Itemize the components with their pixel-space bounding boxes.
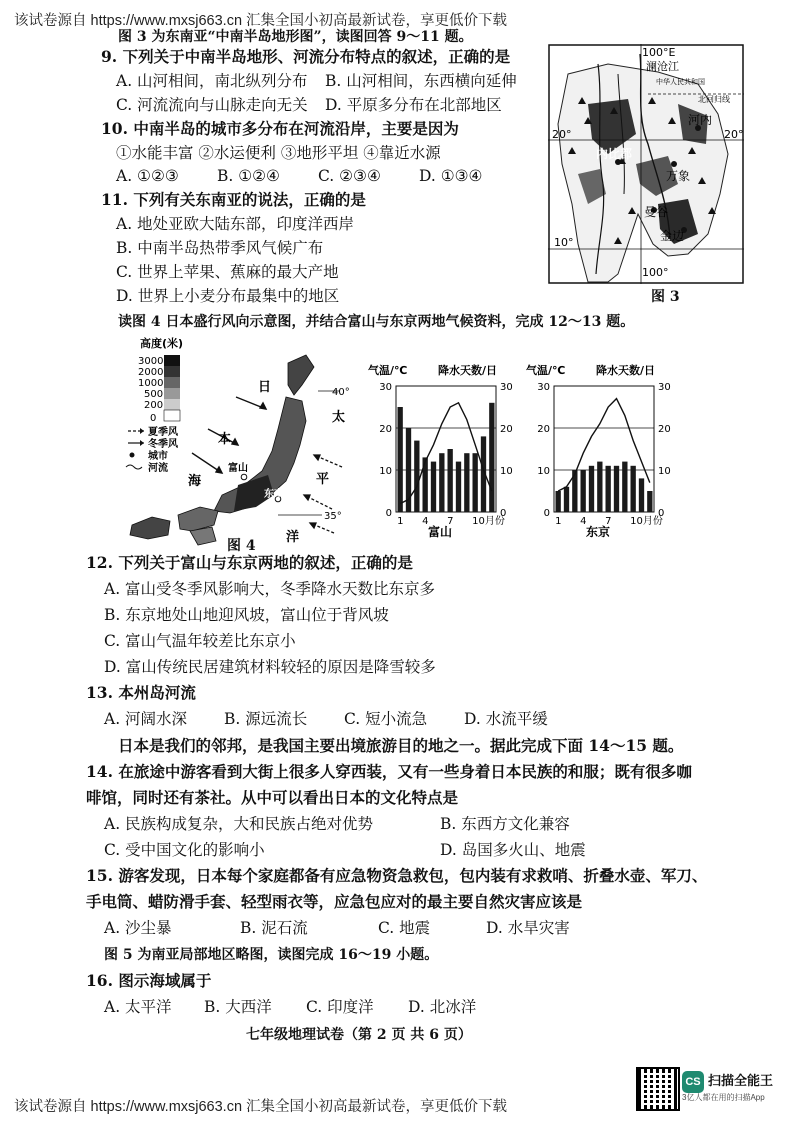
sea-of-japan-1: 日 <box>258 380 272 395</box>
tokyo-temperature-line <box>558 399 650 491</box>
toyama-xtick-0: 1 <box>397 516 404 527</box>
tokyo-rain-bar-10 <box>631 466 636 512</box>
q14-option-d: D. 岛国多火山、地震 <box>440 841 586 859</box>
pacific-3: 洋 <box>286 530 300 545</box>
fig3-label-lancang: 澜沧江 <box>646 60 679 73</box>
fig3-label-tropic: 北回归线 <box>698 95 730 104</box>
q11-option-d: D. 世界上小麦分布最集中的地区 <box>116 287 340 305</box>
q10-option-d: D. ①③④ <box>419 167 483 185</box>
q10-option-b: B. ①②④ <box>217 167 280 185</box>
pacific-1: 太 <box>332 410 346 425</box>
toyama-ytick-right-1: 10 <box>500 466 513 477</box>
legend-level-4: 200 <box>144 400 164 411</box>
toyama-ytick-left-3: 30 <box>379 382 392 393</box>
toyama-rain-bar-1 <box>398 407 403 512</box>
legend-river: 河流 <box>148 463 168 474</box>
toyama-rain-bar-8 <box>456 462 461 512</box>
fig3-label-100e: 100°E <box>642 46 676 59</box>
toyama-ytick-right-3: 30 <box>500 382 513 393</box>
q9-option-c: C. 河流流向与山脉走向无关 <box>116 96 308 114</box>
q13-stem: 13. 本州岛河流 <box>86 683 196 702</box>
pacific-2: 平 <box>316 472 330 487</box>
q13-option-b: B. 源远流长 <box>224 710 308 728</box>
q15-stem-line1: 15. 游客发现，日本每个家庭都备有应急物资急救包，包内装有求救哨、折叠水壶、军刀、 <box>86 866 708 885</box>
q9-option-d: D. 平原多分布在北部地区 <box>325 96 502 114</box>
q14-stem-line1: 14. 在旅途中游客看到大街上很多人穿西装，又有一些身着日本民族的和服；既有很多咖 <box>86 762 692 781</box>
toyama-ytick-left-2: 20 <box>379 424 392 435</box>
tokyo-rain-bar-2 <box>564 487 569 512</box>
sea-of-japan-3: 海 <box>188 474 202 489</box>
toyama-rain-bar-10 <box>473 453 478 512</box>
fig4-intro: 读图 4 日本盛行风向示意图，并结合富山与东京两地气候资料，完成 12～13 题。 <box>118 314 635 330</box>
q14-option-b: B. 东西方文化兼容 <box>440 815 570 833</box>
fig4-label-toyama: 富山 <box>228 463 248 474</box>
fig3-label-bangkok: 曼谷 <box>644 205 669 219</box>
legend-level-5: 0 <box>150 413 157 424</box>
tokyo-ytick-left-3: 30 <box>537 382 550 393</box>
tokyo-rain-bar-9 <box>622 462 627 512</box>
toyama-rain-bar-7 <box>448 449 453 512</box>
tokyo-rain-bar-8 <box>614 466 619 512</box>
legend-city: 城市 <box>148 451 168 462</box>
toyama-rain-bar-9 <box>464 453 469 512</box>
toyama-ytick-right-0: 0 <box>500 508 507 519</box>
camscanner-logo-icon: CS <box>682 1071 704 1093</box>
q10-option-a: A. ①②③ <box>116 167 179 185</box>
toyama-title: 富山 <box>428 525 453 538</box>
tokyo-rain-bar-5 <box>589 466 594 512</box>
legend-level-0: 3000 <box>138 356 164 367</box>
city-toyama-marker <box>241 474 247 480</box>
legend-winter-monsoon: 冬季风 <box>148 439 178 450</box>
scanner-name: 扫描全能王 <box>708 1073 774 1088</box>
fig4-label-tokyo: 东京 <box>264 489 284 500</box>
q16-option-a: A. 太平洋 <box>104 998 172 1016</box>
fig4-lat40: 40° <box>332 387 350 398</box>
q14-stem-line2: 啡馆，同时还有茶社。从中可以看出日本的文化特点是 <box>86 788 459 807</box>
q15-option-b: B. 泥石流 <box>240 919 308 937</box>
q11-option-c: C. 世界上苹果、蕉麻的最大产地 <box>116 263 339 281</box>
toyama-ytick-left-0: 0 <box>385 508 392 519</box>
q9-option-b: B. 山河相间，东西横向延伸 <box>325 72 517 90</box>
climate-chart-toyama <box>366 358 526 538</box>
scanner-tagline: 3亿人都在用的扫描App <box>682 1093 765 1102</box>
q13-option-a: A. 河阔水深 <box>104 710 188 728</box>
legend-summer-monsoon: 夏季风 <box>148 427 178 438</box>
fig3-label-naypyidaw: 内比都 <box>596 147 633 161</box>
toyama-rain-bar-6 <box>439 453 444 512</box>
fig3-label-vientiane: 万象 <box>666 169 691 183</box>
fig3-label-lat10: 10° <box>554 236 574 249</box>
top-watermark: 该试卷源自 https://www.mxsj663.cn 汇集全国小初高最新试卷，享更低价下载 <box>14 13 508 29</box>
fig4-japan-map <box>118 335 358 555</box>
tokyo-ytick-left-0: 0 <box>543 508 550 519</box>
toyama-ylabel-right: 降水天数/日 <box>438 364 498 377</box>
q16-option-d: D. 北冰洋 <box>408 998 477 1016</box>
fig3-label-lat20-left: 20° <box>552 128 572 141</box>
q12-option-a: A. 富山受冬季风影响大，冬季降水天数比东京多 <box>104 580 436 598</box>
q10-option-c: C. ②③④ <box>318 167 381 185</box>
fig3-label-100: 100° <box>642 266 669 279</box>
q12-option-c: C. 富山气温年较差比东京小 <box>104 632 296 650</box>
tokyo-rain-bar-4 <box>581 470 586 512</box>
tokyo-xtick-3: 10月份 <box>630 516 663 527</box>
q15-option-c: C. 地震 <box>378 919 431 937</box>
q9-stem: 9. 下列关于中南半岛地形、河流分布特点的叙述，正确的是 <box>101 47 511 66</box>
q16-option-c: C. 印度洋 <box>306 998 374 1016</box>
legend-level-2: 1000 <box>138 378 164 389</box>
tokyo-title: 东京 <box>586 525 611 538</box>
toyama-temperature-line <box>400 403 492 504</box>
sea-of-japan-2: 本 <box>218 432 232 447</box>
tokyo-ylabel-left: 气温/℃ <box>526 364 566 377</box>
bottom-watermark: 该试卷源自 https://www.mxsj663.cn 汇集全国小初高最新试卷，享更低价下载 <box>14 1099 508 1115</box>
tokyo-ytick-left-2: 20 <box>537 424 550 435</box>
q14-option-a: A. 民族构成复杂，大和民族占绝对优势 <box>104 815 374 833</box>
q11-option-a: A. 地处亚欧大陆东部，印度洋西岸 <box>116 215 355 233</box>
q13-option-c: C. 短小流急 <box>344 710 428 728</box>
q10-statements: ①水能丰富 ②水运便利 ③地形平坦 ④靠近水源 <box>116 144 441 162</box>
fig4-caption: 图 4 <box>227 538 256 554</box>
tokyo-rain-bar-11 <box>639 478 644 512</box>
fig3-caption: 图 3 <box>651 289 680 305</box>
q15-option-a: A. 沙尘暴 <box>104 919 172 937</box>
q12-stem: 12. 下列关于富山与东京两地的叙述，正确的是 <box>86 553 413 572</box>
q16-option-b: B. 大西洋 <box>204 998 272 1016</box>
toyama-ytick-right-2: 20 <box>500 424 513 435</box>
q11-option-b: B. 中南半岛热带季风气候广布 <box>116 239 324 257</box>
fig3-label-phnompenh: 金边 <box>660 229 685 243</box>
legend-level-3: 500 <box>144 389 164 400</box>
tokyo-ytick-right-0: 0 <box>658 508 665 519</box>
toyama-rain-bar-3 <box>414 441 419 512</box>
fig4-lat35: 35° <box>324 511 342 522</box>
legend-title: 高度(米) <box>140 337 184 350</box>
tokyo-rain-bar-12 <box>647 491 652 512</box>
q11-stem: 11. 下列有关东南亚的说法，正确的是 <box>101 190 366 209</box>
toyama-rain-bar-12 <box>489 403 494 512</box>
fig5-intro: 图 5 为南亚局部地区略图，读图完成 16～19 小题。 <box>104 947 439 963</box>
toyama-xtick-3: 10月份 <box>472 516 505 527</box>
fig3-indochina-map <box>548 44 744 284</box>
tokyo-xtick-1: 4 <box>580 516 587 527</box>
tokyo-ytick-left-1: 10 <box>537 466 550 477</box>
tokyo-xtick-2: 7 <box>605 516 612 527</box>
tokyo-rain-bar-1 <box>556 491 561 512</box>
page-footer: 七年级地理试卷（第 2 页 共 6 页） <box>246 1027 472 1043</box>
tokyo-ytick-right-2: 20 <box>658 424 671 435</box>
city-vientiane-marker <box>671 161 677 167</box>
toyama-xtick-1: 4 <box>422 516 429 527</box>
q16-stem: 16. 图示海域属于 <box>86 971 212 990</box>
tokyo-rain-bar-7 <box>606 466 611 512</box>
legend-level-1: 2000 <box>138 367 164 378</box>
q9-option-a: A. 山河相间，南北纵列分布 <box>116 72 308 90</box>
fig3-intro: 图 3 为东南亚“中南半岛地形图”，读图回答 9～11 题。 <box>118 29 473 45</box>
fig3-label-china: 中华人民共和国 <box>656 78 705 86</box>
tokyo-ylabel-right: 降水天数/日 <box>596 364 656 377</box>
elevation-legend <box>138 355 180 424</box>
japan-intro: 日本是我们的邻邦，是我国主要出境旅游目的地之一。据此完成下面 14～15 题。 <box>118 736 684 755</box>
climate-chart-tokyo <box>524 358 684 538</box>
fig3-label-lat20-right: 20° <box>724 128 744 141</box>
q12-option-b: B. 东京地处山地迎风坡，富山位于背风坡 <box>104 606 389 624</box>
q15-option-d: D. 水旱灾害 <box>486 919 570 937</box>
qr-code <box>636 1067 680 1111</box>
q13-option-d: D. 水流平缓 <box>464 710 548 728</box>
tokyo-ytick-right-1: 10 <box>658 466 671 477</box>
tokyo-ytick-right-3: 30 <box>658 382 671 393</box>
toyama-ylabel-left: 气温/℃ <box>368 364 408 377</box>
tokyo-rain-bar-6 <box>597 462 602 512</box>
tokyo-xtick-0: 1 <box>555 516 562 527</box>
q14-option-c: C. 受中国文化的影响小 <box>104 841 265 859</box>
q12-option-d: D. 富山传统民居建筑材料较轻的原因是降雪较多 <box>104 658 436 676</box>
toyama-ytick-left-1: 10 <box>379 466 392 477</box>
q10-stem: 10. 中南半岛的城市多分布在河流沿岸，主要是因为 <box>101 119 459 138</box>
q15-stem-line2: 手电筒、蜡防滑手套、轻型雨衣等，应急包应对的最主要自然灾害应该是 <box>86 892 583 911</box>
toyama-xtick-2: 7 <box>447 516 454 527</box>
toyama-rain-bar-5 <box>431 462 436 512</box>
fig3-label-hanoi: 河内 <box>688 113 713 127</box>
